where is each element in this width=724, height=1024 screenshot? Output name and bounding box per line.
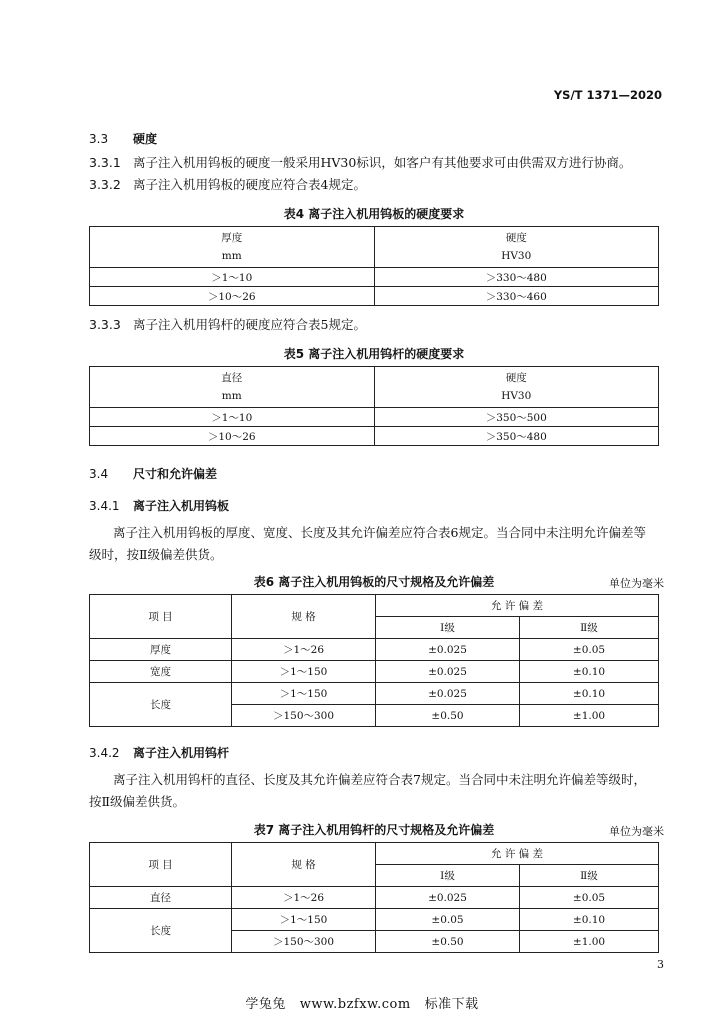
table-cell: ±0.025: [376, 887, 520, 909]
table-header-row: [90, 367, 659, 408]
document-id: YS/T 1371—2020: [553, 88, 662, 102]
paragraph-line: 离子注入机用钨板的厚度、宽度、长度及其允许偏差应符合表6规定。当合同中未注明允许偏差等: [113, 525, 646, 540]
header-cell: 规 格: [232, 843, 376, 887]
page-number: 3: [657, 958, 664, 971]
table-header-row: [90, 843, 659, 865]
table-5: [89, 366, 659, 446]
section-3-4-2-heading: [89, 744, 229, 761]
table-cell: ±0.025: [376, 661, 520, 683]
paragraph-line: 离子注入机用钨杆的直径、长度及其允许偏差应符合表7规定。当合同中未注明允许偏差等级时，: [113, 772, 646, 787]
table-cell: ＞1～10: [90, 408, 375, 427]
table-6-unit: 单位为毫米: [609, 577, 664, 590]
section-3-4-1-heading: [89, 497, 229, 514]
clause-3-3-2: [89, 174, 669, 196]
table-row: [90, 683, 659, 705]
table-cell: 长度: [90, 683, 232, 727]
table-header-row: [90, 227, 659, 268]
table-cell: ±0.05: [520, 887, 659, 909]
table-cell: ±0.10: [520, 661, 659, 683]
section-title: 离子注入机用钨板: [133, 499, 230, 513]
header-cell: Ⅱ级: [520, 865, 659, 887]
table-cell: ＞1～150: [232, 909, 376, 931]
paragraph-line: 按Ⅱ级偏差供货。: [89, 794, 185, 809]
table-cell: ±0.10: [520, 909, 659, 931]
table-cell: ±0.50: [376, 931, 520, 953]
table-cell: ＞330～460: [374, 287, 659, 306]
table-cell: ＞350～500: [374, 408, 659, 427]
table-cell: ＞10～26: [90, 427, 375, 446]
table-cell: ＞1～26: [232, 639, 376, 661]
table-cell: ±0.025: [376, 639, 520, 661]
header-cell: 硬度 HV30: [374, 367, 659, 408]
footer-watermark: 学兔兔 www.bzfxw.com 标准下载: [245, 997, 479, 1012]
table-cell: ＞1～150: [232, 683, 376, 705]
header-cell: 项 目: [90, 595, 232, 639]
table-row: [90, 268, 659, 287]
paragraph-3-4-2: [89, 769, 669, 813]
clause-number: 3.3.1: [89, 155, 121, 170]
table-cell: ＞350～480: [374, 427, 659, 446]
clause-3-3-1: [89, 152, 669, 174]
table-cell: ＞1～26: [232, 887, 376, 909]
header-cell: Ⅰ级: [376, 617, 520, 639]
table-cell: ＞150～300: [232, 705, 376, 727]
section-3-4-heading: [89, 465, 217, 482]
table-7: [89, 842, 659, 953]
section-title: 尺寸和允许偏差: [133, 467, 218, 481]
table-cell: ±0.05: [376, 909, 520, 931]
table-row: [90, 661, 659, 683]
table-row: [90, 639, 659, 661]
table-6: [89, 594, 659, 727]
section-number: 3.4.2: [89, 746, 120, 760]
table-row: [90, 427, 659, 446]
header-cell: 允 许 偏 差: [376, 843, 659, 865]
table-4: [89, 226, 659, 306]
section-title: 硬度: [133, 132, 158, 146]
header-cell: Ⅱ级: [520, 617, 659, 639]
table-6-caption: 表6 离子注入机用钨板的尺寸规格及允许偏差: [253, 575, 495, 589]
section-3-3-heading: [89, 130, 157, 147]
table-row: [90, 287, 659, 306]
table-cell: ＞10～26: [90, 287, 375, 306]
section-title: 离子注入机用钨杆: [133, 746, 230, 760]
header-cell: 允 许 偏 差: [376, 595, 659, 617]
table-header-row: [90, 595, 659, 617]
table-7-caption: 表7 离子注入机用钨杆的尺寸规格及允许偏差: [253, 823, 495, 837]
clause-text: 离子注入机用钨板的硬度一般采用HV30标识，如客户有其他要求可由供需双方进行协商。: [133, 155, 632, 170]
table-7-unit: 单位为毫米: [609, 825, 664, 838]
section-number: 3.3: [89, 132, 109, 146]
table-cell: ＞1～150: [232, 661, 376, 683]
header-cell: 直径 mm: [90, 367, 375, 408]
table-row: [90, 887, 659, 909]
table-cell: ±0.025: [376, 683, 520, 705]
table-cell: ＞1～10: [90, 268, 375, 287]
table-cell: 宽度: [90, 661, 232, 683]
header-cell: Ⅰ级: [376, 865, 520, 887]
header-cell: 硬度 HV30: [374, 227, 659, 268]
paragraph-3-4-1: [89, 522, 669, 566]
table-row: [90, 408, 659, 427]
section-number: 3.4: [89, 467, 109, 481]
clause-text: 离子注入机用钨板的硬度应符合表4规定。: [133, 177, 366, 192]
header-cell: 厚度 mm: [90, 227, 375, 268]
header-cell: 规 格: [232, 595, 376, 639]
paragraph-line: 级时，按Ⅱ级偏差供货。: [89, 547, 223, 562]
table-cell: 直径: [90, 887, 232, 909]
table-4-caption: 表4 离子注入机用钨板的硬度要求: [283, 207, 465, 221]
table-cell: ±0.50: [376, 705, 520, 727]
clause-3-3-3: [89, 314, 669, 336]
clause-text: 离子注入机用钨杆的硬度应符合表5规定。: [133, 317, 366, 332]
table-row: [90, 909, 659, 931]
table-cell: 厚度: [90, 639, 232, 661]
header-cell: 项 目: [90, 843, 232, 887]
table-cell: 长度: [90, 909, 232, 953]
table-cell: ±0.10: [520, 683, 659, 705]
clause-number: 3.3.2: [89, 177, 121, 192]
table-cell: ±0.05: [520, 639, 659, 661]
table-cell: ±1.00: [520, 705, 659, 727]
table-5-caption: 表5 离子注入机用钨杆的硬度要求: [283, 347, 465, 361]
table-cell: ＞330～480: [374, 268, 659, 287]
clause-number: 3.3.3: [89, 317, 121, 332]
table-cell: ＞150～300: [232, 931, 376, 953]
table-cell: ±1.00: [520, 931, 659, 953]
section-number: 3.4.1: [89, 499, 120, 513]
